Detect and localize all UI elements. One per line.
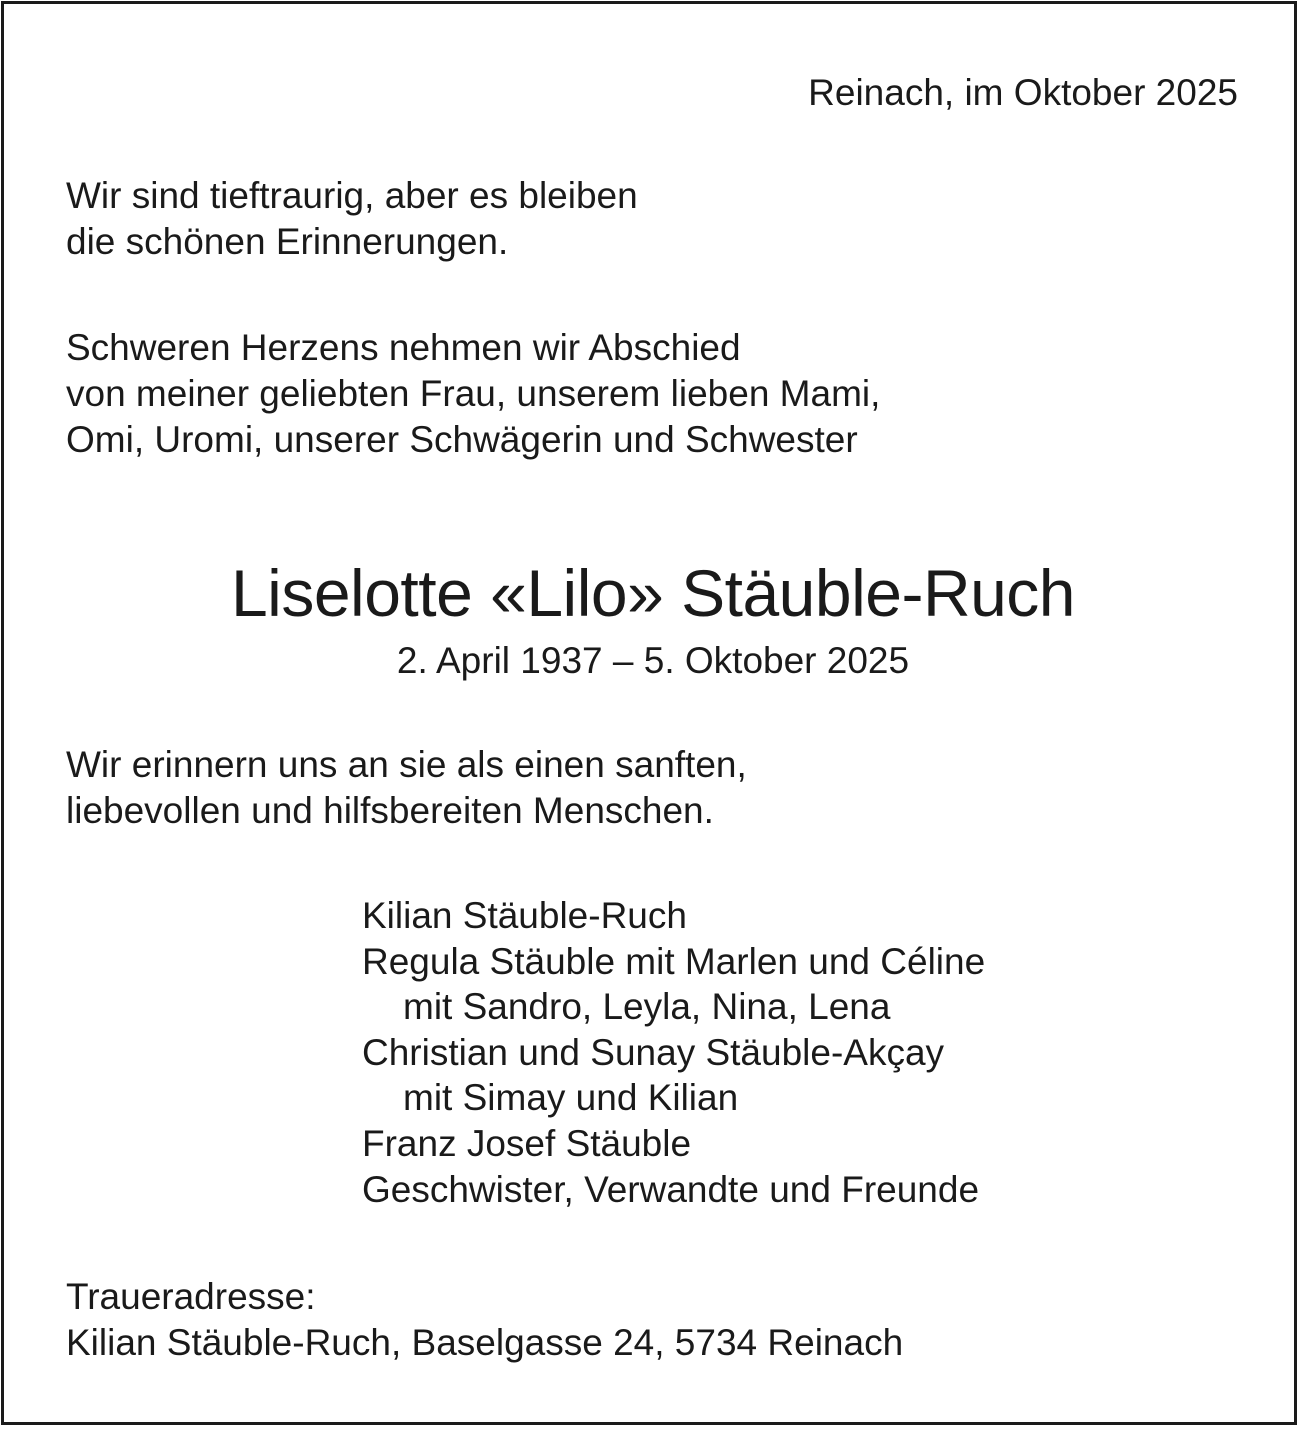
intro-text (66, 173, 638, 265)
mourner-entry: Franz Josef Stäuble (362, 1122, 692, 1164)
mourner-entry: Kilian Stäuble-Ruch (362, 895, 687, 936)
remembrance-line: liebevollen und hilfsbereiten Menschen. (66, 790, 714, 831)
deceased-name: Liselotte «Lilo» Stäuble-Ruch (230, 556, 1076, 630)
mourner-entry: mit Simay und Kilian (403, 1077, 739, 1119)
intro-line: Wir sind tieftraurig, aber es bleiben (66, 175, 638, 216)
address-value: Kilian Stäuble-Ruch, Baselgasse 24, 5734 Reinach (66, 1322, 904, 1363)
farewell-line: Omi, Uromi, unserer Schwägerin und Schwester (66, 419, 858, 460)
mourner-entry: Geschwister, Verwandte und Freunde (362, 1168, 980, 1210)
farewell-text (66, 325, 880, 463)
mourner-entry: Christian und Sunay Stäuble-Akçay (362, 1031, 945, 1073)
mourner-entry: mit Sandro, Leyla, Nina, Lena (403, 986, 891, 1028)
remembrance-line: Wir erinnern uns an sie als einen sanften, (66, 744, 747, 785)
remembrance-text (66, 742, 747, 834)
mourners-list (362, 893, 985, 1212)
farewell-line: Schweren Herzens nehmen wir Abschied (66, 327, 741, 368)
place-date: Reinach, im Oktober 2025 (808, 72, 1238, 113)
address-label: Traueradresse: (66, 1276, 316, 1317)
farewell-line: von meiner geliebten Frau, unserem lieben Mami, (66, 373, 881, 414)
intro-line: die schönen Erinnerungen. (66, 221, 509, 262)
mourner-entry: Regula Stäuble mit Marlen und Céline (362, 940, 986, 982)
life-dates: 2. April 1937 – 5. Oktober 2025 (396, 640, 910, 681)
mourning-address (66, 1274, 903, 1366)
